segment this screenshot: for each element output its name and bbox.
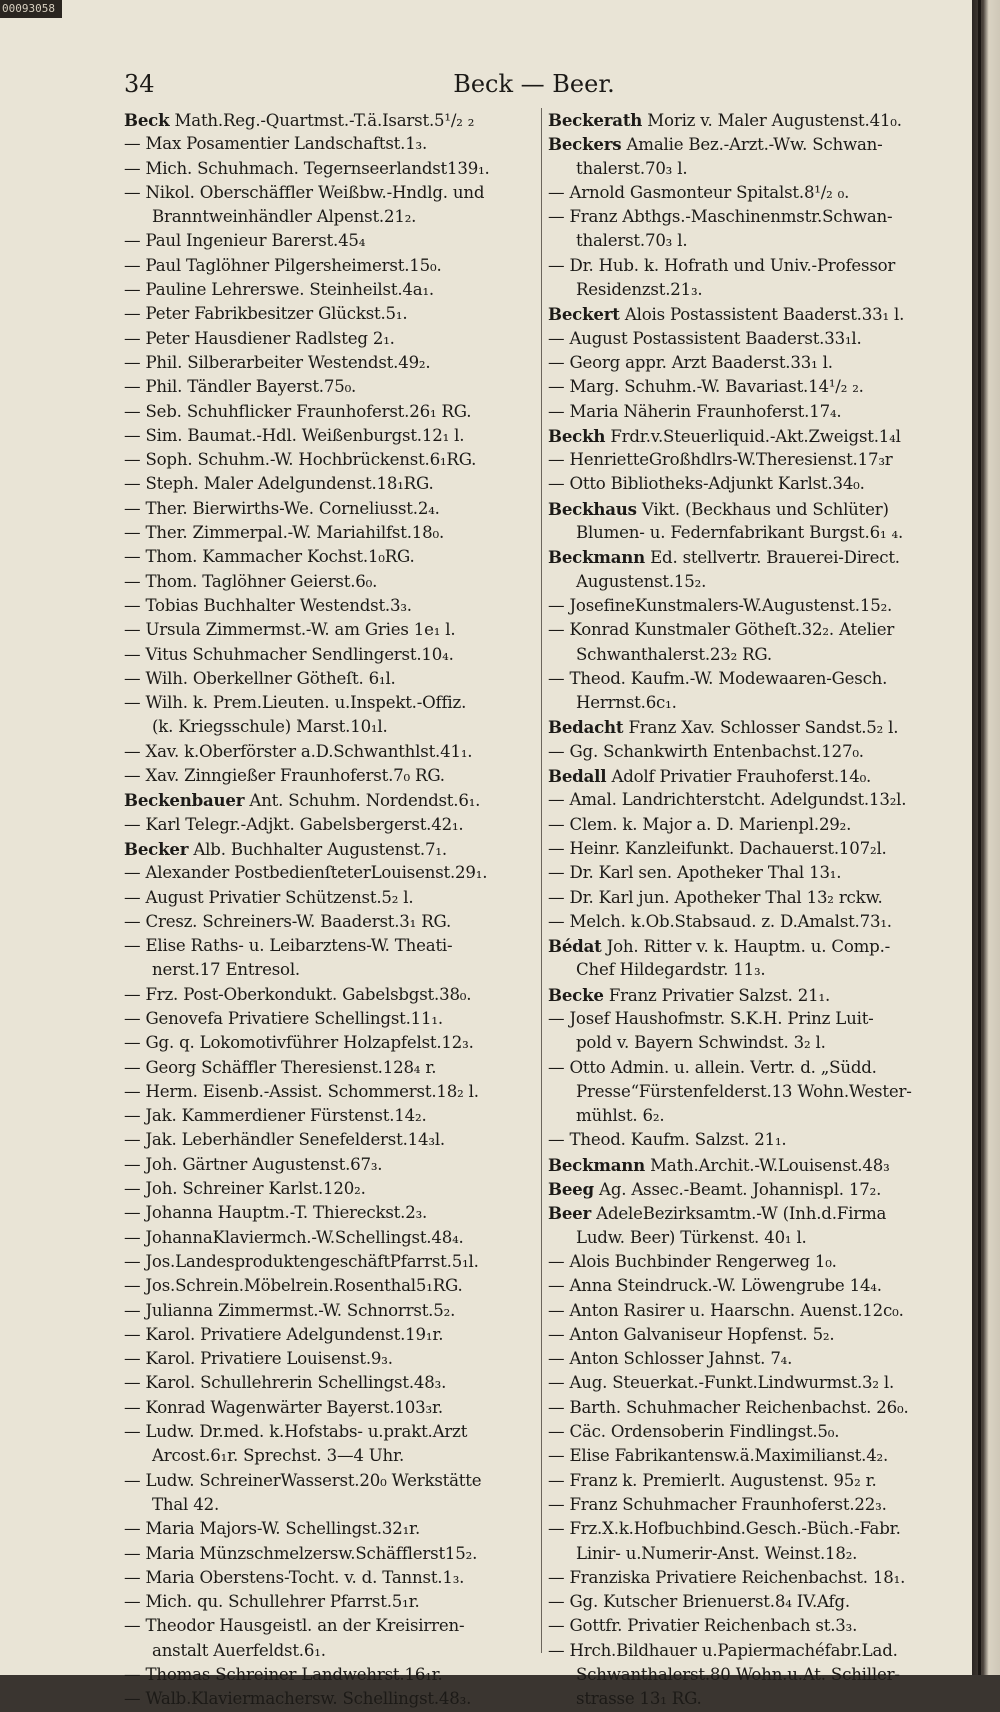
directory-entry-line (124, 472, 536, 496)
entry-text: Franz Xav. Schlosser Sandst.5₂ l. (628, 718, 899, 738)
entry-text: — Gg. Kutscher Brienuerst.8₄ IV.Afg. (548, 1592, 850, 1612)
directory-entry-line (124, 254, 536, 278)
surname-heading: Beckert (548, 304, 620, 325)
surname-heading: Becke (548, 984, 604, 1005)
directory-entry-line (124, 667, 536, 691)
scan-stamp: 00093058 (0, 0, 62, 18)
directory-entry-line (548, 983, 950, 1007)
entry-text: — Paul Ingenieur Barerst.45₄ (124, 231, 366, 251)
directory-entry-line (124, 1687, 536, 1711)
directory-entry-line (124, 1590, 536, 1614)
directory-entry-line (548, 910, 950, 934)
directory-entry-line (124, 1517, 536, 1541)
entry-text: Thal 42. (152, 1494, 220, 1514)
directory-entry-line (548, 1469, 950, 1493)
entry-text: Alois Postassistent Baaderst.33₁ l. (624, 305, 905, 325)
entry-text: — Genovefa Privatiere Schellingst.11₁. (124, 1008, 443, 1028)
entry-text: — Alois Buchbinder Rengerweg 1₀. (548, 1251, 837, 1271)
directory-entry-line (548, 934, 950, 958)
surname-heading: Beeg (548, 1179, 594, 1200)
entry-text: — Karol. Schullehrerin Schellingst.48₃. (124, 1373, 447, 1393)
directory-entry-line (548, 108, 950, 132)
entry-text: Ludw. Beer) Türkenst. 40₁ l. (576, 1227, 807, 1247)
entry-text: — Peter Fabrikbesitzer Glückst.5₁. (124, 304, 408, 324)
directory-entry-line (548, 1007, 950, 1031)
entry-text: nerst.17 Entresol. (152, 960, 300, 980)
directory-entry-line (124, 497, 536, 521)
directory-entry-line (548, 497, 950, 521)
directory-entry-line (548, 667, 950, 691)
entry-text: — Alexander PostbedienſteterLouisenst.29₁. (124, 863, 488, 883)
directory-entry-line (548, 400, 950, 424)
entry-text: Chef Hildegardstr. 11₃. (576, 960, 766, 980)
entry-text: Ant. Schuhm. Nordendst.6₁. (249, 791, 481, 811)
directory-entry-line (124, 181, 536, 205)
entry-text: — Joh. Gärtner Augustenst.67₃. (124, 1154, 383, 1174)
directory-entry-line (124, 1201, 536, 1225)
entry-text: Moriz v. Maler Augustenst.41₀. (647, 111, 902, 130)
entry-text: Ag. Assec.-Beamt. Johannispl. 17₂. (599, 1180, 882, 1200)
directory-entry-line (124, 1056, 536, 1080)
directory-entry-line (548, 278, 950, 302)
entry-text: — Frz. Post-Oberkondukt. Gabelsbgst.38₀. (124, 984, 472, 1004)
entry-text: — Ther. Bierwirths-We. Corneliusst.2₄. (124, 498, 440, 518)
directory-entry-line (124, 1299, 536, 1323)
entry-text: — Anton Rasirer u. Haarschn. Auenst.12c₀. (548, 1300, 904, 1320)
left-column (124, 108, 536, 1709)
entry-text: — Arnold Gasmonteur Spitalst.8¹/₂ ₀. (548, 182, 850, 202)
entry-text: Adolf Privatier Frauhoferst.14₀. (611, 767, 872, 787)
entry-text: — Theod. Kaufm. Salzst. 21₁. (548, 1130, 787, 1150)
book-spine-shadow (978, 0, 981, 1675)
surname-heading: Beckmann (548, 1154, 646, 1175)
directory-entry-line (548, 1201, 950, 1225)
surname-heading: Beckhaus (548, 498, 637, 519)
entry-text: — Wilh. Oberkellner Götheſt. 6₁l. (124, 668, 396, 688)
directory-entry-line (548, 1517, 950, 1541)
entry-text: — Karol. Privatiere Louisenst.9₃. (124, 1349, 393, 1369)
entry-text: — Phil. Tändler Bayerst.75₀. (124, 377, 357, 397)
entry-text: — Dr. Hub. k. Hofrath und Univ.-Professor (548, 255, 896, 275)
directory-entry-line (124, 837, 536, 861)
book-edge (972, 0, 1000, 1675)
entry-text: — Soph. Schuhm.-W. Hochbrückenst.6₁RG. (124, 450, 477, 470)
directory-entry-line (548, 1444, 950, 1468)
entry-text: — Maria Oberstens-Tocht. v. d. Tannst.1₃. (124, 1567, 465, 1587)
directory-entry-line (124, 229, 536, 253)
directory-entry-line (548, 740, 950, 764)
entry-text: — Cresz. Schreiners-W. Baaderst.3₁ RG. (124, 911, 452, 931)
entry-text: Residenzst.21₃. (576, 280, 703, 300)
directory-entry-line (124, 424, 536, 448)
entry-text: — Hrch.Bildhauer u.Papiermachéfabr.Lad. (548, 1640, 898, 1660)
entry-text: strasse 13₁ RG. (576, 1689, 702, 1709)
entry-text: Branntweinhändler Alpenst.21₂. (152, 207, 417, 227)
directory-entry-line (124, 132, 536, 156)
entry-text: Ed. stellvertr. Brauerei-Direct. (650, 548, 900, 568)
entry-text: — Dr. Karl jun. Apotheker Thal 13₂ rckw. (548, 887, 883, 907)
surname-heading: Bédat (548, 936, 602, 957)
entry-text: pold v. Bayern Schwindst. 3₂ l. (576, 1033, 826, 1053)
entry-text: mühlst. 6₂. (576, 1106, 665, 1126)
directory-entry-line (548, 1371, 950, 1395)
directory-entry-line (548, 254, 950, 278)
entry-text: anstalt Auerfeldst.6₁. (152, 1640, 326, 1660)
directory-entry-line (548, 181, 950, 205)
directory-entry-line (548, 691, 950, 715)
entry-text: Joh. Ritter v. k. Hauptm. u. Comp.- (606, 937, 891, 957)
directory-entry-line (548, 570, 950, 594)
entry-text: — Franz k. Premierlt. Augustenst. 95₂ r. (548, 1470, 877, 1490)
directory-entry-line (124, 594, 536, 618)
directory-entry-line (548, 1542, 950, 1566)
entry-text: — Herm. Eisenb.-Assist. Schommerst.18₂ l. (124, 1081, 479, 1101)
directory-entry-line (548, 788, 950, 812)
directory-entry-line (124, 351, 536, 375)
surname-heading: Beer (548, 1203, 592, 1224)
directory-entry-line (548, 1104, 950, 1128)
directory-entry-line (548, 375, 950, 399)
entry-text: — Elise Fabrikantensw.ä.Maximilianst.4₂. (548, 1446, 889, 1466)
entry-text: — Karl Telegr.-Adjkt. Gabelsbergerst.42₁. (124, 814, 464, 834)
entry-text: — Anton Schlosser Jahnst. 7₄. (548, 1349, 793, 1369)
entry-text: — JosefineKunstmalers-W.Augustenst.15₂. (548, 595, 893, 615)
entry-text: Amalie Bez.-Arzt.-Ww. Schwan- (626, 135, 883, 155)
entry-text: — Ursula Zimmermst.-W. am Gries 1e₁ l. (124, 620, 456, 640)
directory-entry-line (548, 1080, 950, 1104)
entry-text: AdeleBezirksamtm.-W (Inh.d.Firma (596, 1204, 887, 1224)
directory-entry-line (124, 764, 536, 788)
directory-entry-line (124, 934, 536, 958)
entry-text: Presse“Fürstenfelderst.13 Wohn.Wester- (576, 1081, 912, 1101)
page-number: 34 (124, 70, 155, 98)
directory-entry-line (124, 327, 536, 351)
entry-text: — Clem. k. Major a. D. Marienpl.29₂. (548, 814, 852, 834)
entry-text: — Franziska Privatiere Reichenbachst. 18₁. (548, 1567, 906, 1587)
directory-entry-line (548, 327, 950, 351)
directory-entry-line (548, 1274, 950, 1298)
directory-entry-line (124, 1250, 536, 1274)
column-divider (541, 108, 542, 1653)
directory-entry-line (548, 1056, 950, 1080)
entry-text: — Nikol. Oberschäffler Weißbw.-Hndlg. und (124, 182, 485, 202)
directory-entry-line (548, 351, 950, 375)
directory-entry-line (548, 643, 950, 667)
surname-heading: Beckerath (548, 110, 643, 130)
entry-text: — Maria Münzschmelzersw.Schäfflerst15₂. (124, 1543, 478, 1563)
entry-text: — Julianna Zimmermst.-W. Schnorrst.5₂. (124, 1300, 456, 1320)
directory-entry-line (548, 205, 950, 229)
directory-entry-line (548, 837, 950, 861)
entry-text: Alb. Buchhalter Augustenst.7₁. (193, 839, 447, 859)
directory-columns (124, 108, 950, 1709)
entry-text: — Cäc. Ordensoberin Findlingst.5₀. (548, 1422, 840, 1442)
entry-text: — Melch. k.Ob.Stabsaud. z. D.Amalst.73₁. (548, 911, 892, 931)
entry-text: — Maria Näherin Fraunhoferst.17₄. (548, 401, 842, 421)
entry-text: — Jak. Leberhändler Senefelderst.14₃l. (124, 1130, 446, 1150)
directory-entry-line (124, 1104, 536, 1128)
directory-entry-line (548, 1153, 950, 1177)
entry-text: — Theod. Kaufm.-W. Modewaaren-Gesch. (548, 668, 888, 688)
directory-entry-line (124, 715, 536, 739)
entry-text: — Maria Majors-W. Schellingst.32₁r. (124, 1519, 421, 1539)
directory-entry-line (124, 958, 536, 982)
surname-heading: Beckmann (548, 547, 646, 568)
entry-text: Math.Archit.-W.Louisenst.48₃ (650, 1155, 890, 1175)
entry-text: — Xav. k.Oberförster a.D.Schwanthlst.41₁. (124, 741, 473, 761)
entry-text: — Tobias Buchhalter Westendst.3₃. (124, 595, 412, 615)
entry-text: Math.Reg.-Quartmst.-T.ä.Isarst.5¹/₂ ₂ (174, 111, 475, 130)
entry-text: thalerst.70₃ l. (576, 231, 688, 251)
directory-entry-line (124, 1274, 536, 1298)
directory-entry-line (548, 1177, 950, 1201)
directory-entry-line (124, 1153, 536, 1177)
directory-entry-line (548, 424, 950, 448)
directory-entry-line (548, 448, 950, 472)
directory-entry-line (124, 788, 536, 812)
directory-entry-line (548, 594, 950, 618)
directory-entry-line (548, 521, 950, 545)
directory-entry-line (548, 1420, 950, 1444)
directory-entry-line (124, 278, 536, 302)
entry-text: — Aug. Steuerkat.-Funkt.Lindwurmst.3₂ l. (548, 1373, 895, 1393)
directory-entry-line (548, 1639, 950, 1663)
entry-text: — Anton Galvaniseur Hopfenst. 5₂. (548, 1324, 835, 1344)
entry-text: — Mich. Schuhmach. Tegernseerlandst139₁. (124, 158, 490, 178)
entry-text: — Georg appr. Arzt Baaderst.33₁ l. (548, 352, 833, 372)
directory-entry-line (124, 1177, 536, 1201)
entry-text: Augustenst.15₂. (576, 571, 707, 591)
directory-entry-line (124, 910, 536, 934)
directory-entry-line (124, 1542, 536, 1566)
entry-text: — Paul Taglöhner Pilgersheimerst.15₀. (124, 255, 442, 275)
entry-text: — Thom. Kammacher Kochst.1₀RG. (124, 547, 415, 567)
directory-entry-line (124, 886, 536, 910)
directory-entry-line (548, 1566, 950, 1590)
surname-heading: Becker (124, 838, 189, 859)
directory-entry-line (124, 813, 536, 837)
surname-heading: Beckers (548, 134, 622, 155)
directory-entry-line (124, 1493, 536, 1517)
entry-text: — Jos.Schrein.Möbelrein.Rosenthal5₁RG. (124, 1276, 463, 1296)
directory-entry-line (124, 302, 536, 326)
directory-entry-line (548, 1031, 950, 1055)
entry-text: — Thomas Schreiner Landwehrst.16₁r. (124, 1665, 443, 1684)
directory-entry-line (124, 1128, 536, 1152)
entry-text: — Dr. Karl sen. Apotheker Thal 13₁. (548, 863, 842, 883)
entry-text: — August Postassistent Baaderst.33₁l. (548, 328, 862, 348)
entry-text: Franz Privatier Salzst. 21₁. (608, 985, 831, 1005)
entry-text: — Josef Haushofmstr. S.K.H. Prinz Luit- (548, 1008, 874, 1028)
directory-entry-line (548, 1323, 950, 1347)
directory-entry-line (124, 1566, 536, 1590)
directory-entry-line (124, 108, 536, 132)
directory-entry-line (548, 1128, 950, 1152)
entry-text: — Otto Bibliotheks-Adjunkt Karlst.34₀. (548, 474, 865, 494)
directory-entry-line (124, 521, 536, 545)
entry-text: — Theodor Hausgeistl. an der Kreisirren- (124, 1616, 465, 1636)
directory-entry-line (124, 448, 536, 472)
entry-text: — Karol. Privatiere Adelgundenst.19₁r. (124, 1324, 444, 1344)
directory-entry-line (124, 570, 536, 594)
entry-text: — Max Posamentier Landschaftst.1₃. (124, 134, 428, 154)
entry-text: — Phil. Silberarbeiter Westendst.49₂. (124, 352, 431, 372)
entry-text: Arcost.6₁r. Sprechst. 3—4 Uhr. (152, 1446, 405, 1466)
directory-entry-line (124, 1614, 536, 1638)
entry-text: thalerst.70₃ l. (576, 158, 688, 178)
directory-entry-line (124, 1639, 536, 1663)
directory-entry-line (124, 205, 536, 229)
entry-text: — Thom. Taglöhner Geierst.6₀. (124, 571, 378, 591)
entry-text: — Anna Steindruck.-W. Löwengrube 14₄. (548, 1276, 882, 1296)
surname-heading: Beck (124, 110, 170, 130)
surname-heading: Bedacht (548, 717, 624, 738)
directory-entry-line (548, 886, 950, 910)
directory-entry-line (124, 1396, 536, 1420)
directory-entry-line (548, 302, 950, 326)
directory-entry-line (124, 861, 536, 885)
entry-text: — Elise Raths- u. Leibarztens-W. Theati- (124, 936, 453, 956)
surname-heading: Beckenbauer (124, 790, 245, 811)
running-head: Beck — Beer. (453, 70, 615, 98)
directory-entry-line (548, 472, 950, 496)
directory-entry-line (548, 1687, 950, 1711)
directory-entry-line (548, 813, 950, 837)
page-header (124, 66, 944, 106)
directory-entry-line (124, 1031, 536, 1055)
directory-entry-line (548, 764, 950, 788)
directory-entry-line (548, 1250, 950, 1274)
directory-entry-line (548, 1226, 950, 1250)
entry-text: — HenrietteGroßhdlrs-W.Theresienst.17₃r (548, 450, 893, 470)
entry-text: — Wilh. k. Prem.Lieuten. u.Inspekt.-Offiz. (124, 693, 467, 713)
surname-heading: Bedall (548, 766, 607, 787)
directory-entry-line (548, 1663, 950, 1687)
entry-text: — Georg Schäffler Theresienst.128₄ r. (124, 1057, 437, 1077)
directory-entry-line (548, 1493, 950, 1517)
directory-entry-line (124, 643, 536, 667)
entry-text: — Franz Abthgs.-Maschinenmstr.Schwan- (548, 207, 893, 227)
entry-text: — Joh. Schreiner Karlst.120₂. (124, 1179, 366, 1199)
entry-text: — Ludw. Dr.med. k.Hofstabs- u.prakt.Arzt (124, 1422, 468, 1442)
directory-entry-line (548, 1590, 950, 1614)
entry-text: — Jak. Kammerdiener Fürstenst.14₂. (124, 1106, 427, 1126)
entry-text: Schwanthalerst.23₂ RG. (576, 644, 772, 664)
directory-entry-line (124, 157, 536, 181)
entry-text: (k. Kriegsschule) Marst.10₁l. (152, 717, 388, 737)
directory-entry-line (124, 1469, 536, 1493)
entry-text: — Mich. qu. Schullehrer Pfarrst.5₁r. (124, 1592, 420, 1612)
directory-entry-line (548, 618, 950, 642)
entry-text: Frdr.v.Steuerliquid.-Akt.Zweigst.1₄l (610, 426, 901, 446)
directory-entry-line (548, 1299, 950, 1323)
directory-entry-line (124, 1420, 536, 1444)
directory-entry-line (548, 861, 950, 885)
entry-text: — Barth. Schuhmacher Reichenbachst. 26₀. (548, 1397, 909, 1417)
surname-heading: Beckh (548, 425, 606, 446)
directory-entry-line (124, 545, 536, 569)
entry-text: — Marg. Schuhm.-W. Bavariast.14¹/₂ ₂. (548, 377, 864, 397)
directory-entry-line (124, 740, 536, 764)
entry-text: — August Privatier Schützenst.5₂ l. (124, 887, 414, 907)
directory-entry-line (124, 1347, 536, 1371)
directory-entry-line (124, 1663, 536, 1687)
entry-text: — Ludw. SchreinerWasserst.20₀ Werkstätte (124, 1470, 482, 1490)
entry-text: — Heinr. Kanzleifunkt. Dachauerst.107₂l. (548, 838, 887, 858)
entry-text: — Walb.Klaviermachersw. Schellingst.48₃. (124, 1689, 472, 1709)
directory-entry-line (548, 229, 950, 253)
directory-entry-line (124, 1080, 536, 1104)
directory-entry-line (124, 618, 536, 642)
entry-text: — Gottfr. Privatier Reichenbach st.3₃. (548, 1616, 858, 1636)
entry-text: — Amal. Landrichterstcht. Adelgundst.13₂l. (548, 790, 907, 810)
entry-text: — Jos.LandesproduktengeschäftPfarrst.5₁l. (124, 1251, 479, 1271)
directory-entry-line (548, 545, 950, 569)
directory-entry-line (124, 375, 536, 399)
directory-entry-line (548, 132, 950, 156)
directory-entry-line (124, 1226, 536, 1250)
directory-entry-line (124, 1371, 536, 1395)
entry-text: Blumen- u. Federnfabrikant Burgst.6₁ ₄. (576, 523, 904, 543)
entry-text: Linir- u.Numerir-Anst. Weinst.18₂. (576, 1543, 858, 1563)
entry-text: — Konrad Kunstmaler Götheſt.32₂. Atelier (548, 620, 895, 640)
entry-text: — Franz Schuhmacher Fraunhoferst.22₃. (548, 1494, 887, 1514)
entry-text: Schwanthalerst.80 Wohn.u.At. Schiller- (576, 1665, 900, 1684)
entry-text: — JohannaKlaviermch.-W.Schellingst.48₄. (124, 1227, 464, 1247)
directory-entry-line (124, 1444, 536, 1468)
entry-text: — Peter Hausdiener Radlsteg 2₁. (124, 328, 395, 348)
entry-text: — Konrad Wagenwärter Bayerst.103₃r. (124, 1397, 443, 1417)
directory-entry-line (124, 1007, 536, 1031)
entry-text: — Seb. Schuhflicker Fraunhoferst.26₁ RG. (124, 401, 472, 421)
entry-text: — Pauline Lehrerswe. Steinheilst.4a₁. (124, 280, 434, 300)
entry-text: — Sim. Baumat.-Hdl. Weißenburgst.12₁ l. (124, 425, 465, 445)
directory-entry-line (548, 715, 950, 739)
entry-text: — Gg. Schankwirth Entenbachst.127₀. (548, 741, 864, 761)
entry-text: — Ther. Zimmerpal.-W. Mariahilfst.18₀. (124, 523, 445, 543)
directory-entry-line (548, 1614, 950, 1638)
directory-entry-line (124, 691, 536, 715)
entry-text: — Otto Admin. u. allein. Vertr. d. „Südd. (548, 1057, 877, 1077)
directory-entry-line (548, 157, 950, 181)
directory-entry-line (548, 958, 950, 982)
entry-text: — Gg. q. Lokomotivführer Holzapfelst.12₃. (124, 1033, 474, 1053)
directory-entry-line (124, 400, 536, 424)
entry-text: — Johanna Hauptm.-T. Thiereckst.2₃. (124, 1203, 428, 1223)
entry-text: — Xav. Zinngießer Fraunhoferst.7₀ RG. (124, 766, 445, 786)
entry-text: — Steph. Maler Adelgundenst.18₁RG. (124, 474, 434, 494)
directory-entry-line (548, 1396, 950, 1420)
entry-text: Herrnst.6c₁. (576, 693, 677, 713)
entry-text: — Vitus Schuhmacher Sendlingerst.10₄. (124, 644, 454, 664)
directory-entry-line (548, 1347, 950, 1371)
directory-entry-line (124, 983, 536, 1007)
entry-text: — Frz.X.k.Hofbuchbind.Gesch.-Büch.-Fabr. (548, 1519, 901, 1539)
directory-entry-line (124, 1323, 536, 1347)
right-column (548, 108, 950, 1709)
entry-text: Vikt. (Beckhaus und Schlüter) (641, 499, 889, 519)
